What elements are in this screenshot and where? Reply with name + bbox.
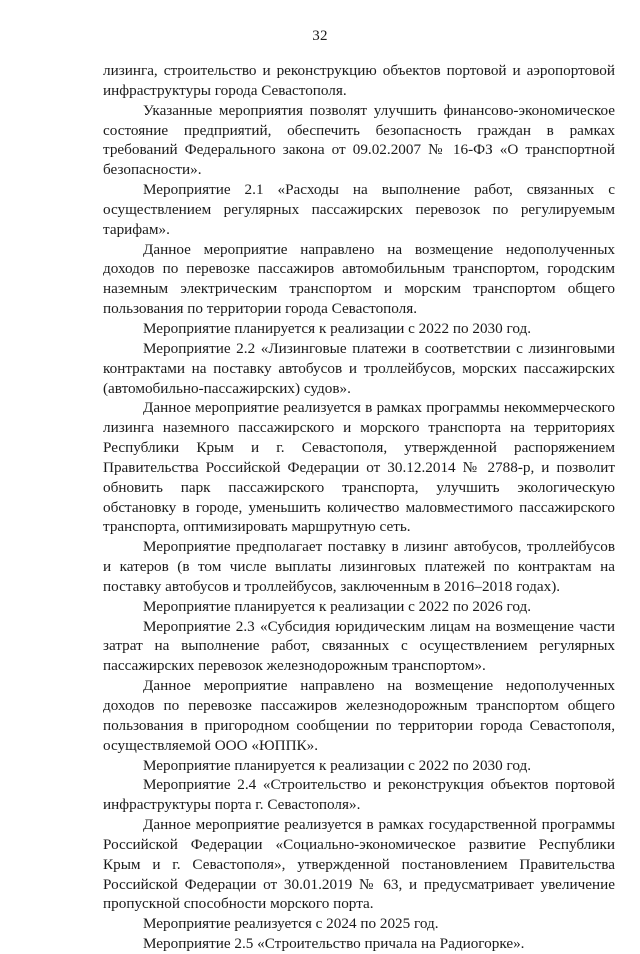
paragraph-measure-2-3-period: Мероприятие планируется к реализации с 2022 по 2030 год. — [143, 756, 532, 774]
paragraph-measures-goals: Указанные мероприятия позволят улучшить финансово-экономическое состояние предприятий, обеспечить безопасность граждан в рамках требований Федерального закона от 09.02.2007 № 16-ФЗ «О транспортной безопасности». — [103, 101, 615, 179]
paragraph-measure-2-1-period: Мероприятие планируется к реализации с 2022 по 2030 год. — [143, 319, 532, 337]
paragraph-measure-2-4-period: Мероприятие реализуется с 2024 по 2025 год. — [143, 915, 439, 933]
paragraph-measure-2-4-title: Мероприятие 2.4 «Строительство и реконструкция объектов портовой инфраструктуры порта г. Севастополя». — [103, 776, 615, 814]
page-number: 32 — [312, 28, 328, 44]
paragraph-measure-2-2-description: Данное мероприятие реализуется в рамках программы некоммерческого лизинга наземного пассажирского и морского транспорта на территориях Республики Крым и г. Севастополя, утвержденной распоряжением Правительства Российской Федерации от 30.12.2014 № 2788-р, и позволит обновить парк пассажирского транспорта, улучшить экологическую обстановку в городе, уменьшить количество маловместимого пассажирского транспорта, оптимизировать маршрутную сеть. — [103, 399, 615, 536]
paragraph-measure-2-2-period: Мероприятие планируется к реализации с 2022 по 2026 год. — [143, 597, 532, 615]
paragraph-measure-2-4-description: Данное мероприятие реализуется в рамках государственной программы Российской Федерации «Социально-экономическое развитие Республики Крым и г. Севастополя», утвержденной постановлением Правительства Российской Федерации от 30.01.2019 № 63, и предусматривает увеличение пропускной способности морского порта. — [103, 816, 615, 913]
paragraph-measure-2-2-title: Мероприятие 2.2 «Лизинговые платежи в соответствии с лизинговыми контрактами на поставку автобусов и троллейбусов, морских пассажирских (автомобильно-пассажирских) судов». — [103, 339, 615, 397]
paragraph-measure-2-1-description: Данное мероприятие направлено на возмещение недополученных доходов по перевозке пассажиров автомобильным транспортом, городским наземным электрическим транспортом и морским транспортом общего пользования по территории города Севастополя. — [103, 240, 615, 318]
paragraph-continuation: лизинга, строительство и реконструкцию объектов портовой и аэропортовой инфраструктуры города Севастополя. — [103, 62, 615, 99]
paragraph-measure-2-3-description: Данное мероприятие направлено на возмещение недополученных доходов по перевозке пассажиров железнодорожным транспортом общего пользования в пригородном сообщении по территории города Севастополя, осуществляемой ООО «ЮППК». — [103, 677, 615, 754]
paragraph-measure-2-2-supply: Мероприятие предполагает поставку в лизинг автобусов, троллейбусов и катеров (в том числе выплаты лизинговых платежей по контрактам на поставку автобусов и троллейбусов, заключенным в 2016–2018 годах). — [103, 538, 615, 595]
document-body — [103, 61, 615, 954]
paragraph-measure-2-1-title: Мероприятие 2.1 «Расходы на выполнение работ, связанных с осуществлением регулярных пассажирских перевозок по регулируемым тарифам». — [103, 181, 615, 238]
paragraph-measure-2-5-title: Мероприятие 2.5 «Строительство причала на Радиогорке». — [143, 935, 525, 953]
paragraph-measure-2-3-title: Мероприятие 2.3 «Субсидия юридическим лицам на возмещение части затрат на выполнение работ, связанных с осуществлением регулярных пассажирских перевозок железнодорожным транспортом». — [103, 617, 615, 675]
